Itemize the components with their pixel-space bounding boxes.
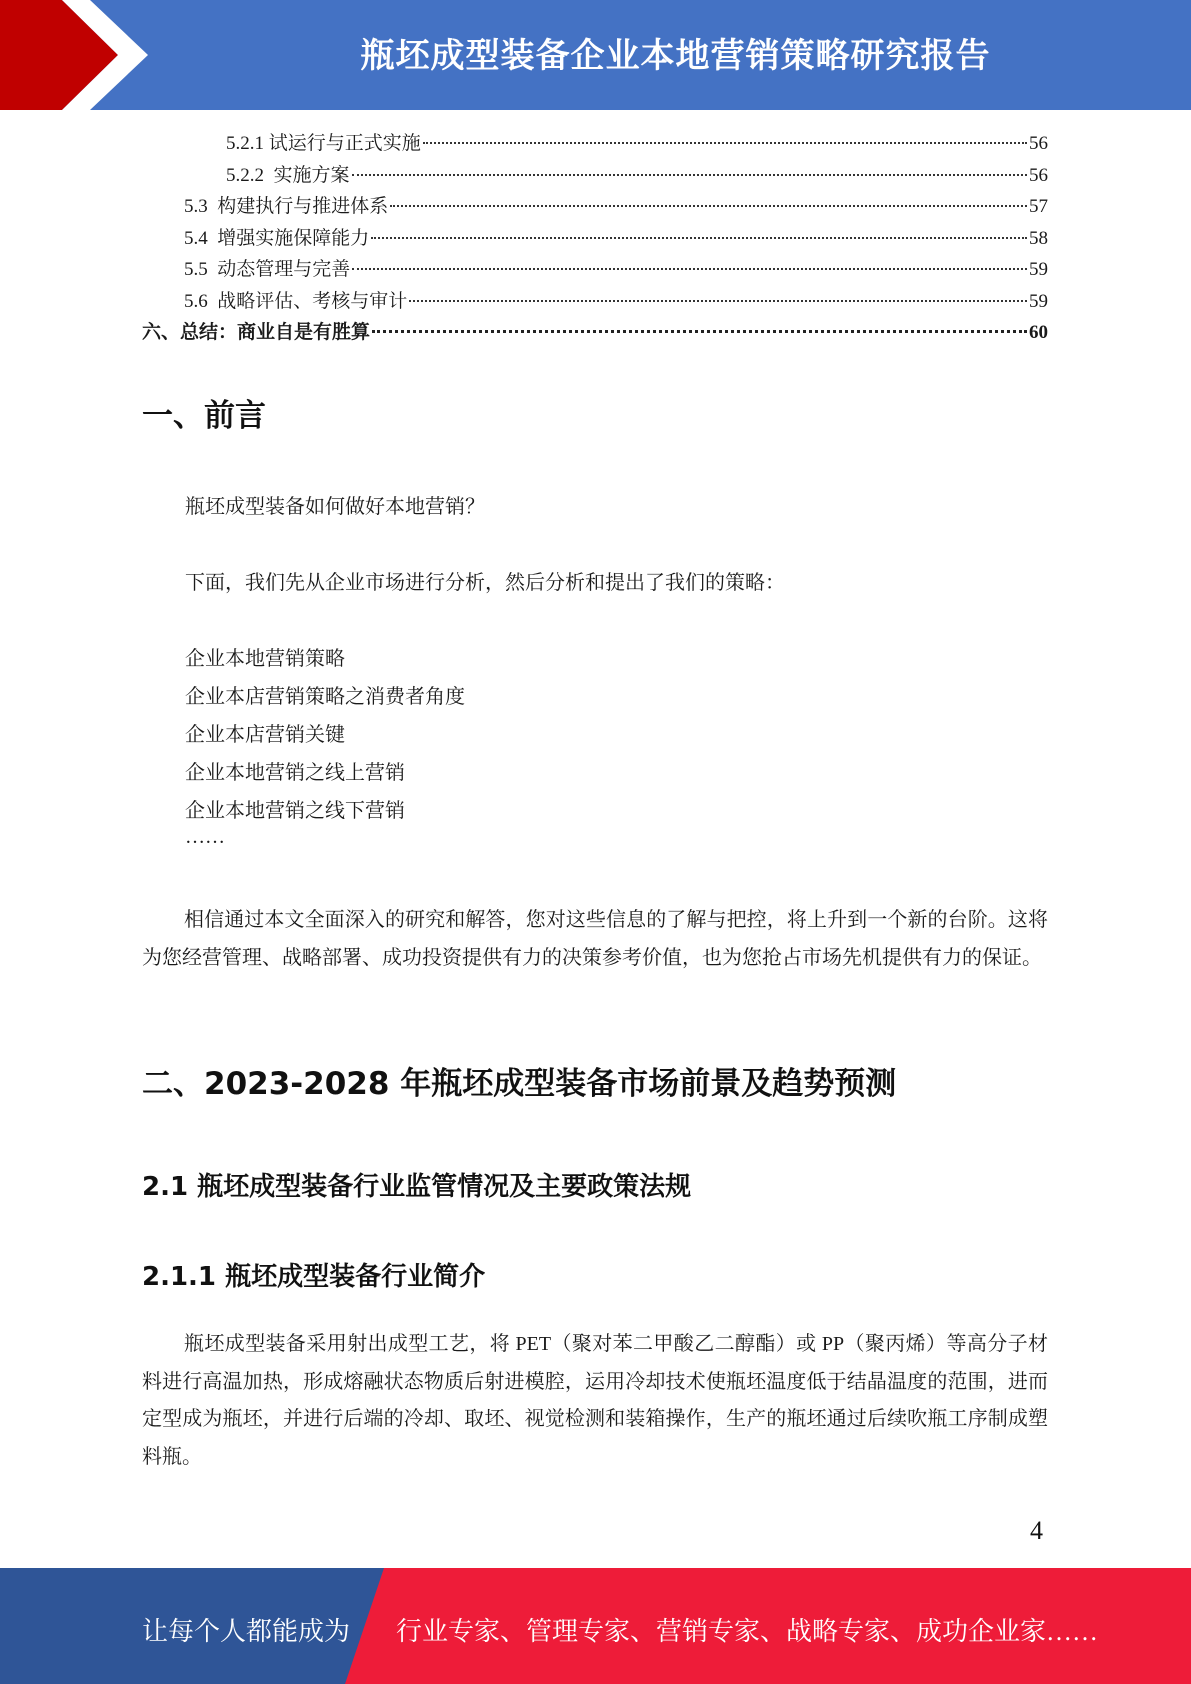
industry-intro-paragraph: 瓶坯成型装备采用射出成型工艺，将 PET（聚对苯二甲酸乙二醇酯）或 PP（聚丙烯）等高分子材料进行高温加热，形成熔融状态物质后射进模腔，运用冷却技术使瓶坯温度低于结晶温度的范围，进而定型成为瓶坯，并进行后端的冷却、取坯、视觉检测和装箱操作，生产的瓶坯通过后续吹瓶工序制成塑料瓶。 [142,1333,1048,1468]
subsection-heading-regulation: 2.1 瓶坯成型装备行业监管情况及主要政策法规 [142,1172,692,1202]
toc-entry[interactable] [142,223,1048,255]
toc-leader-dots [423,142,1027,144]
toc-entry-title: 六、总结：商业自是有胜算 [142,322,371,343]
page-header [0,0,1191,110]
toc-entry-page: 56 [1029,164,1048,186]
section-heading-market-outlook: 二、2023-2028 年瓶坯成型装备市场前景及趋势预测 [142,1066,897,1102]
toc-entry-title: 5.2.1 试运行与正式实施 [226,133,421,154]
toc-entry-page: 60 [1029,322,1048,343]
toc-entry[interactable] [142,286,1048,318]
toc-leader-dots [372,330,1027,333]
subsection-heading-industry-intro: 2.1.1 瓶坯成型装备行业简介 [142,1262,486,1292]
toc-entry-title: 5.3 构建执行与推进体系 [184,196,389,217]
section-heading-preface: 一、前言 [142,398,266,434]
toc-entry[interactable] [142,160,1048,192]
strategy-list-ellipsis: …… [185,826,225,848]
toc-entry-page: 56 [1029,133,1048,154]
toc-leader-dots [371,237,1027,239]
toc-entry[interactable] [142,191,1048,223]
preface-closing-paragraph: 相信通过本文全面深入的研究和解答，您对这些信息的了解与把控，将上升到一个新的台阶。这将为您经营管理、战略部署、成功投资提供有力的决策参考价值，也为您抢占市场先机提供有力的保证。 [142,909,1048,969]
header-chevron-decoration [0,0,160,110]
toc-entry-title: 5.4 增强实施保障能力 [184,227,370,249]
toc-entry-title: 5.6 战略评估、考核与审计 [184,290,408,312]
toc-leader-dots [409,300,1027,302]
toc-leader-dots [352,268,1027,270]
document-title: 瓶坯成型装备企业本地营销策略研究报告 [360,36,991,76]
strategy-list-item: 企业本店营销策略之消费者角度 [185,686,465,708]
page-footer [0,1568,1191,1684]
toc-entry-title: 5.2.2 实施方案 [226,164,350,186]
strategy-list-item: 企业本地营销之线下营销 [185,800,405,822]
toc-entry-page: 59 [1029,290,1048,312]
preface-intro: 下面，我们先从企业市场进行分析，然后分析和提出了我们的策略： [185,572,785,594]
toc-entry[interactable] [142,317,1048,349]
table-of-contents [142,128,1048,349]
toc-entry[interactable] [142,128,1048,160]
strategy-list-item: 企业本地营销之线上营销 [185,762,405,784]
toc-entry-page: 57 [1029,196,1048,217]
preface-question: 瓶坯成型装备如何做好本地营销？ [185,496,485,518]
toc-leader-dots [390,205,1027,207]
footer-slogan-left: 让每个人都能成为 [142,1617,351,1646]
toc-entry-page: 59 [1029,259,1048,280]
page-number: 4 [1030,1516,1043,1545]
toc-entry-page: 58 [1029,227,1048,249]
strategy-list-item: 企业本店营销关键 [185,724,345,746]
strategy-list-item: 企业本地营销策略 [185,648,345,670]
toc-entry[interactable] [142,254,1048,286]
toc-entry-title: 5.5 动态管理与完善 [184,259,351,280]
footer-slogan-right: 行业专家、管理专家、营销专家、战略专家、成功企业家…… [396,1617,1099,1646]
toc-leader-dots [352,174,1027,176]
